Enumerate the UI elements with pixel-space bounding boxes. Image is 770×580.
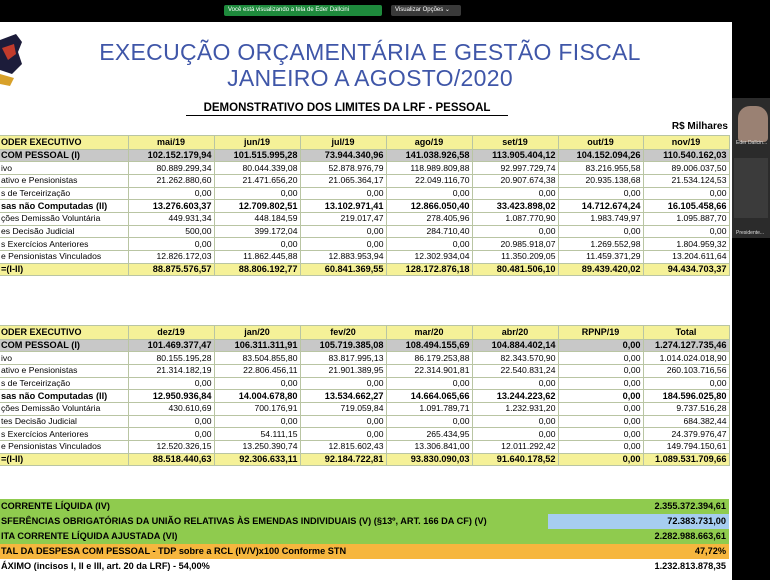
table-cell: 11.459.371,29 <box>558 251 643 264</box>
table-cell: 113.905.404,12 <box>472 149 558 162</box>
table-cell: 0,00 <box>558 339 643 352</box>
table-cell: 700.176,91 <box>214 402 300 415</box>
participant-name: Presidente... <box>736 230 765 236</box>
table-cell: 20.907.674,38 <box>472 174 558 187</box>
row-label: sas não Computadas (II) <box>0 390 128 403</box>
table-cell: 0,00 <box>300 415 386 428</box>
table-cell: 12.011.292,42 <box>472 441 558 454</box>
coat-of-arms-logo <box>0 30 24 88</box>
table-cell: 80.481.506,10 <box>472 263 558 276</box>
table-row <box>0 377 729 390</box>
table-cell: 14.712.674,24 <box>558 200 643 213</box>
summary-row-rcl-adjusted <box>0 529 729 544</box>
table-row <box>0 200 729 213</box>
table-cell: 16.105.458,66 <box>643 200 729 213</box>
table-cell: 719.059,84 <box>300 402 386 415</box>
table-cell: 12.709.802,51 <box>214 200 300 213</box>
row-label: =(I-II) <box>0 453 128 466</box>
table-cell: 22.540.831,24 <box>472 364 558 377</box>
table-cell: 0,00 <box>558 364 643 377</box>
table-cell: 22.049.116,70 <box>386 174 472 187</box>
table-cell: 118.989.809,88 <box>386 162 472 175</box>
summary-row-tdp <box>0 544 729 559</box>
table-cell: 449.931,34 <box>128 212 214 225</box>
table-cell: 0,00 <box>128 428 214 441</box>
table-row <box>0 339 729 352</box>
table-cell: 88.806.192,77 <box>214 263 300 276</box>
table-cell: 20.935.138,68 <box>558 174 643 187</box>
column-header: abr/20 <box>472 326 558 340</box>
table-cell: 500,00 <box>128 225 214 238</box>
table-cell: 0,00 <box>214 238 300 251</box>
table-cell: 11.862.445,88 <box>214 251 300 264</box>
table-cell: 0,00 <box>643 187 729 200</box>
table-cell: 0,00 <box>558 352 643 365</box>
table-cell: 13.250.390,74 <box>214 441 300 454</box>
summary-value: 2.282.988.663,61 <box>548 529 729 544</box>
row-label: ivo <box>0 352 128 365</box>
table-cell: 12.302.934,04 <box>386 251 472 264</box>
screen-share-notice: Você está visualizando a tela de Eder Dallcini <box>224 5 382 16</box>
table-cell: 11.350.209,05 <box>472 251 558 264</box>
table-cell: 21.901.389,95 <box>300 364 386 377</box>
table-cell: 108.494.155,69 <box>386 339 472 352</box>
table-cell: 0,00 <box>558 225 643 238</box>
table-row <box>0 352 729 365</box>
table-row <box>0 453 729 466</box>
column-header: set/19 <box>472 136 558 150</box>
table-cell: 0,00 <box>128 377 214 390</box>
column-header: out/19 <box>558 136 643 150</box>
table-cell: 86.179.253,88 <box>386 352 472 365</box>
table-cell: 0,00 <box>300 225 386 238</box>
column-header: mai/19 <box>128 136 214 150</box>
report-subtitle: DEMONSTRATIVO DOS LIMITES DA LRF - PESSOAL <box>186 102 508 116</box>
table-cell: 93.830.090,03 <box>386 453 472 466</box>
table-row <box>0 364 729 377</box>
table-row <box>0 238 729 251</box>
table-cell: 0,00 <box>558 187 643 200</box>
table-cell: 13.244.223,62 <box>472 390 558 403</box>
table-cell: 0,00 <box>472 428 558 441</box>
table-cell: 94.434.703,37 <box>643 263 729 276</box>
table-cell: 9.737.516,28 <box>643 402 729 415</box>
table-row <box>0 251 729 264</box>
column-header: mar/20 <box>386 326 472 340</box>
table-cell: 101.515.995,28 <box>214 149 300 162</box>
table-header-row <box>0 136 729 150</box>
column-header: fev/20 <box>300 326 386 340</box>
table-cell: 83.817.995,13 <box>300 352 386 365</box>
table-cell: 92.306.633,11 <box>214 453 300 466</box>
summary-row-rcl <box>0 499 729 514</box>
table-cell: 219.017,47 <box>300 212 386 225</box>
table-cell: 278.405,96 <box>386 212 472 225</box>
table-cell: 1.089.531.709,66 <box>643 453 729 466</box>
table-cell: 0,00 <box>214 187 300 200</box>
table-row <box>0 187 729 200</box>
table-cell: 22.806.456,11 <box>214 364 300 377</box>
table-cell: 260.103.716,56 <box>643 364 729 377</box>
table-cell: 0,00 <box>214 415 300 428</box>
table-cell: 80.044.339,08 <box>214 162 300 175</box>
row-label: e Pensionistas Vinculados <box>0 251 128 264</box>
table-cell: 12.520.326,15 <box>128 441 214 454</box>
table-header-row <box>0 326 729 340</box>
column-header-label: ODER EXECUTIVO <box>0 136 128 150</box>
row-label: ativo e Pensionistas <box>0 364 128 377</box>
table-cell: 149.794.150,61 <box>643 441 729 454</box>
table-cell: 0,00 <box>558 453 643 466</box>
summary-label: SFERÊNCIAS OBRIGATÓRIAS DA UNIÃO RELATIVAS ÀS EMENDAS INDIVIDUAIS (V) (§13º, ART. 166 DA CF) (V) <box>0 514 549 529</box>
meeting-top-bar <box>0 0 770 22</box>
table-cell: 13.204.611,64 <box>643 251 729 264</box>
table-cell: 1.091.789,71 <box>386 402 472 415</box>
participant-video-second <box>734 158 768 218</box>
table-cell: 0,00 <box>643 377 729 390</box>
column-header: RPNP/19 <box>558 326 643 340</box>
summary-row-transfers <box>0 514 729 529</box>
row-label: ções Demissão Voluntária <box>0 402 128 415</box>
table-cell: 0,00 <box>300 238 386 251</box>
table-cell: 448.184,59 <box>214 212 300 225</box>
table-cell: 1.804.959,32 <box>643 238 729 251</box>
table-cell: 22.314.901,81 <box>386 364 472 377</box>
table-cell: 21.471.656,20 <box>214 174 300 187</box>
table-cell: 13.102.971,41 <box>300 200 386 213</box>
table-cell: 0,00 <box>558 377 643 390</box>
row-label: e Pensionistas Vinculados <box>0 441 128 454</box>
view-options-button[interactable]: Visualizar Opções ⌄ <box>391 5 461 16</box>
summary-label: ÁXIMO (incisos I, II e III, art. 20 da LRF) - 54,00% <box>0 559 549 574</box>
row-label: sas não Computadas (II) <box>0 200 128 213</box>
table-cell: 73.944.340,96 <box>300 149 386 162</box>
page-period: JANEIRO A AGOSTO/2020 <box>227 65 513 91</box>
table-cell: 0,00 <box>558 390 643 403</box>
table-cell: 102.152.179,94 <box>128 149 214 162</box>
table-cell: 14.664.065,66 <box>386 390 472 403</box>
table-cell: 0,00 <box>214 377 300 390</box>
table-cell: 12.950.936,84 <box>128 390 214 403</box>
table-cell: 0,00 <box>386 238 472 251</box>
table-cell: 1.014.024.018,90 <box>643 352 729 365</box>
table-cell: 128.172.876,18 <box>386 263 472 276</box>
table-cell: 20.985.918,07 <box>472 238 558 251</box>
table-cell: 1.274.127.735,46 <box>643 339 729 352</box>
table-cell: 92.997.729,74 <box>472 162 558 175</box>
summary-value: 2.355.372.394,61 <box>548 499 729 514</box>
column-header: jul/19 <box>300 136 386 150</box>
table-cell: 0,00 <box>558 428 643 441</box>
table-cell: 0,00 <box>386 415 472 428</box>
table-cell: 110.540.162,03 <box>643 149 729 162</box>
table-cell: 0,00 <box>386 377 472 390</box>
table-cell: 83.216.955,58 <box>558 162 643 175</box>
lrf-table-may19-nov19 <box>0 135 730 276</box>
table-cell: 82.343.570,90 <box>472 352 558 365</box>
column-header: jun/19 <box>214 136 300 150</box>
row-label: s de Terceirização <box>0 377 128 390</box>
table-cell: 1.983.749,97 <box>558 212 643 225</box>
column-header: dez/19 <box>128 326 214 340</box>
table-cell: 89.006.037,50 <box>643 162 729 175</box>
table-cell: 104.152.094,26 <box>558 149 643 162</box>
table-row <box>0 149 729 162</box>
table-cell: 105.719.385,08 <box>300 339 386 352</box>
column-header-label: ODER EXECUTIVO <box>0 326 128 340</box>
row-label: =(I-II) <box>0 263 128 276</box>
summary-label: CORRENTE LÍQUIDA (IV) <box>0 499 549 514</box>
table-cell: 1.232.931,20 <box>472 402 558 415</box>
row-label: s de Terceirização <box>0 187 128 200</box>
units-label: R$ Milhares <box>671 121 728 132</box>
row-label: tes Decisão Judicial <box>0 415 128 428</box>
column-header: jan/20 <box>214 326 300 340</box>
table-cell: 13.534.662,27 <box>300 390 386 403</box>
row-label: s Exercícios Anteriores <box>0 238 128 251</box>
table-cell: 21.534.124,53 <box>643 174 729 187</box>
table-cell: 12.883.953,94 <box>300 251 386 264</box>
table-cell: 0,00 <box>300 187 386 200</box>
table-cell: 184.596.025,80 <box>643 390 729 403</box>
table-cell: 399.172,04 <box>214 225 300 238</box>
table-cell: 54.111,15 <box>214 428 300 441</box>
table-cell: 12.866.050,40 <box>386 200 472 213</box>
table-cell: 0,00 <box>472 225 558 238</box>
row-label: COM PESSOAL (I) <box>0 339 128 352</box>
participant-name: Eder Dallcin... <box>736 140 768 146</box>
summary-value: 47,72% <box>548 544 729 559</box>
table-cell: 21.065.364,17 <box>300 174 386 187</box>
table-row <box>0 441 729 454</box>
participant-video <box>738 106 768 142</box>
row-label: ivo <box>0 162 128 175</box>
summary-label: TAL DA DESPESA COM PESSOAL - TDP sobre a RCL (IV/V)x100 Conforme STN <box>0 544 549 559</box>
table-cell: 88.875.576,57 <box>128 263 214 276</box>
table-cell: 0,00 <box>128 238 214 251</box>
table-cell: 0,00 <box>472 415 558 428</box>
table-row <box>0 225 729 238</box>
table-cell: 88.518.440,63 <box>128 453 214 466</box>
row-label: s Exercícios Anteriores <box>0 428 128 441</box>
table-cell: 91.640.178,52 <box>472 453 558 466</box>
table-row <box>0 402 729 415</box>
summary-label: ITA CORRENTE LÍQUIDA AJUSTADA (VI) <box>0 529 549 544</box>
table-row <box>0 212 729 225</box>
table-cell: 14.004.678,80 <box>214 390 300 403</box>
table-cell: 12.826.172,03 <box>128 251 214 264</box>
table-cell: 24.379.976,47 <box>643 428 729 441</box>
summary-value: 72.383.731,00 <box>548 514 729 529</box>
row-label: ativo e Pensionistas <box>0 174 128 187</box>
column-header: nov/19 <box>643 136 729 150</box>
table-cell: 13.306.841,00 <box>386 441 472 454</box>
table-cell: 265.434,95 <box>386 428 472 441</box>
table-cell: 60.841.369,55 <box>300 263 386 276</box>
table-cell: 89.439.420,02 <box>558 263 643 276</box>
row-label: es Decisão Judicial <box>0 225 128 238</box>
table-cell: 92.184.722,81 <box>300 453 386 466</box>
table-cell: 430.610,69 <box>128 402 214 415</box>
table-cell: 0,00 <box>558 415 643 428</box>
table-cell: 80.889.299,34 <box>128 162 214 175</box>
table-cell: 0,00 <box>386 187 472 200</box>
table-row <box>0 390 729 403</box>
table-row <box>0 415 729 428</box>
table-cell: 0,00 <box>472 187 558 200</box>
table-row <box>0 428 729 441</box>
table-cell: 80.155.195,28 <box>128 352 214 365</box>
table-cell: 684.382,44 <box>643 415 729 428</box>
table-cell: 21.262.880,60 <box>128 174 214 187</box>
table-cell: 0,00 <box>128 415 214 428</box>
summary-value: 1.232.813.878,35 <box>548 559 729 574</box>
summary-block <box>0 499 729 574</box>
column-header: ago/19 <box>386 136 472 150</box>
table-cell: 0,00 <box>643 225 729 238</box>
table-cell: 33.423.898,02 <box>472 200 558 213</box>
participant-video-tile[interactable] <box>732 98 770 238</box>
summary-row-max-limit <box>0 559 729 574</box>
table-cell: 21.314.182,19 <box>128 364 214 377</box>
table-cell: 13.276.603,37 <box>128 200 214 213</box>
table-cell: 52.878.976,79 <box>300 162 386 175</box>
table-row <box>0 174 729 187</box>
table-cell: 101.469.377,47 <box>128 339 214 352</box>
table-cell: 141.038.926,58 <box>386 149 472 162</box>
table-cell: 0,00 <box>128 187 214 200</box>
lrf-table-dec19-total <box>0 325 730 466</box>
table-cell: 0,00 <box>300 377 386 390</box>
shared-slide <box>0 22 732 580</box>
column-header: Total <box>643 326 729 340</box>
row-label: COM PESSOAL (I) <box>0 149 128 162</box>
table-cell: 0,00 <box>472 377 558 390</box>
table-cell: 0,00 <box>558 441 643 454</box>
table-row <box>0 263 729 276</box>
table-row <box>0 162 729 175</box>
table-cell: 0,00 <box>558 402 643 415</box>
table-cell: 1.095.887,70 <box>643 212 729 225</box>
table-cell: 1.087.770,90 <box>472 212 558 225</box>
table-cell: 1.269.552,98 <box>558 238 643 251</box>
row-label: ções Demissão Voluntária <box>0 212 128 225</box>
table-cell: 106.311.311,91 <box>214 339 300 352</box>
table-cell: 0,00 <box>300 428 386 441</box>
table-cell: 104.884.402,14 <box>472 339 558 352</box>
table-cell: 12.815.602,43 <box>300 441 386 454</box>
table-cell: 83.504.855,80 <box>214 352 300 365</box>
page-title: EXECUÇÃO ORÇAMENTÁRIA E GESTÃO FISCAL <box>99 39 641 65</box>
table-cell: 284.710,40 <box>386 225 472 238</box>
